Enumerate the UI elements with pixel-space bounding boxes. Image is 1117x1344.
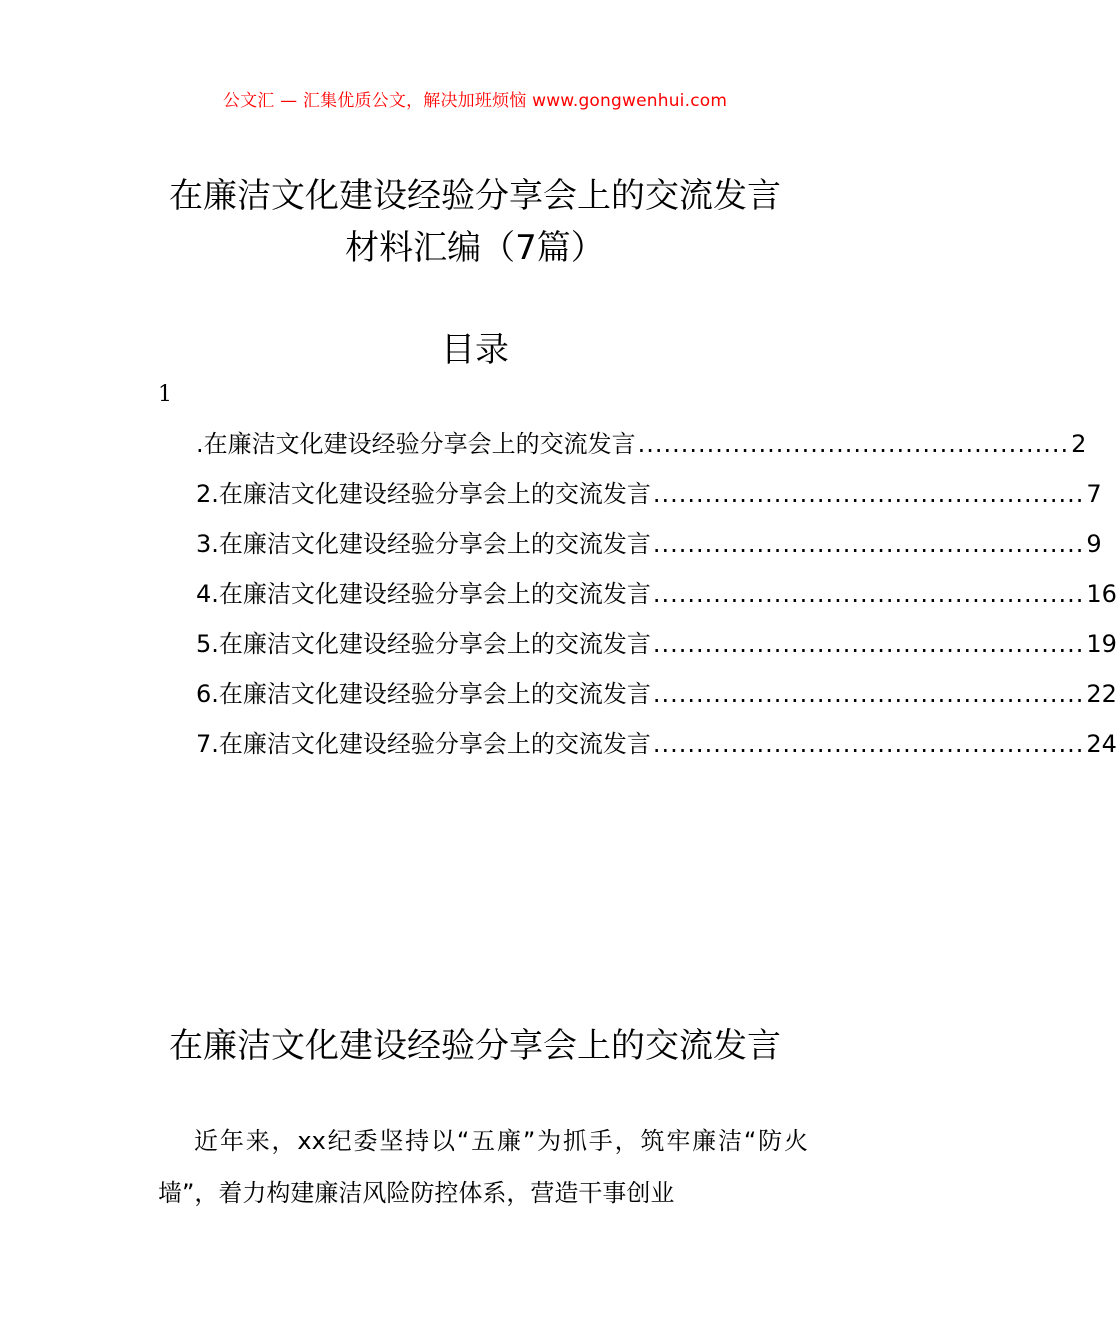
section-title: 在廉洁文化建设经验分享会上的交流发言 — [169, 1026, 781, 1066]
toc-item-label: 3.在廉洁文化建设经验分享会上的交流发言 — [196, 530, 651, 558]
toc-list — [196, 424, 1117, 774]
toc-item-label: .在廉洁文化建设经验分享会上的交流发言 — [196, 430, 636, 458]
toc-leader-dots: .................................................. — [637, 430, 1070, 458]
toc-item[interactable] — [196, 474, 1102, 524]
toc-leader-dots: .................................................. — [652, 580, 1085, 608]
toc-item-label: 5.在廉洁文化建设经验分享会上的交流发言 — [196, 630, 651, 658]
toc-item-label: 4.在廉洁文化建设经验分享会上的交流发言 — [196, 580, 651, 608]
toc-item-page: 7 — [1086, 480, 1102, 508]
toc-leader-dots: .................................................. — [652, 630, 1085, 658]
toc-item-page: 2 — [1071, 430, 1087, 458]
toc-item-label: 2.在廉洁文化建设经验分享会上的交流发言 — [196, 480, 651, 508]
toc-item-page: 9 — [1086, 530, 1102, 558]
toc-list-number: 1 — [158, 382, 172, 407]
toc-item-label: 6.在廉洁文化建设经验分享会上的交流发言 — [196, 680, 651, 708]
toc-leader-dots: .................................................. — [652, 530, 1085, 558]
toc-item-page: 22 — [1086, 680, 1117, 708]
toc-item[interactable] — [196, 674, 1117, 724]
toc-heading: 目录 — [441, 330, 509, 370]
toc-leader-dots: .................................................. — [652, 480, 1085, 508]
toc-item[interactable] — [196, 524, 1102, 574]
toc-item[interactable] — [196, 724, 1117, 774]
header-banner: 公文汇 — 汇集优质公文，解决加班烦恼 www.gongwenhui.com — [222, 91, 728, 111]
document-title — [0, 170, 950, 274]
toc-item-page: 19 — [1086, 630, 1117, 658]
toc-item-page: 24 — [1086, 730, 1117, 758]
body-paragraph: 近年来，xx纪委坚持以“五廉”为抓手，筑牢廉洁“防火墙”，着力构建廉洁风险防控体系，营造干事创业 — [158, 1127, 808, 1207]
toc-leader-dots: .................................................. — [652, 730, 1085, 758]
toc-leader-dots: .................................................. — [652, 680, 1085, 708]
document-title-line2: 材料汇编（7篇） — [345, 228, 605, 268]
toc-item-page: 16 — [1086, 580, 1117, 608]
toc-item[interactable] — [196, 424, 1087, 474]
toc-item[interactable] — [196, 624, 1117, 674]
toc-item[interactable] — [196, 574, 1117, 624]
document-title-line1: 在廉洁文化建设经验分享会上的交流发言 — [169, 176, 781, 216]
toc-item-label: 7.在廉洁文化建设经验分享会上的交流发言 — [196, 730, 651, 758]
